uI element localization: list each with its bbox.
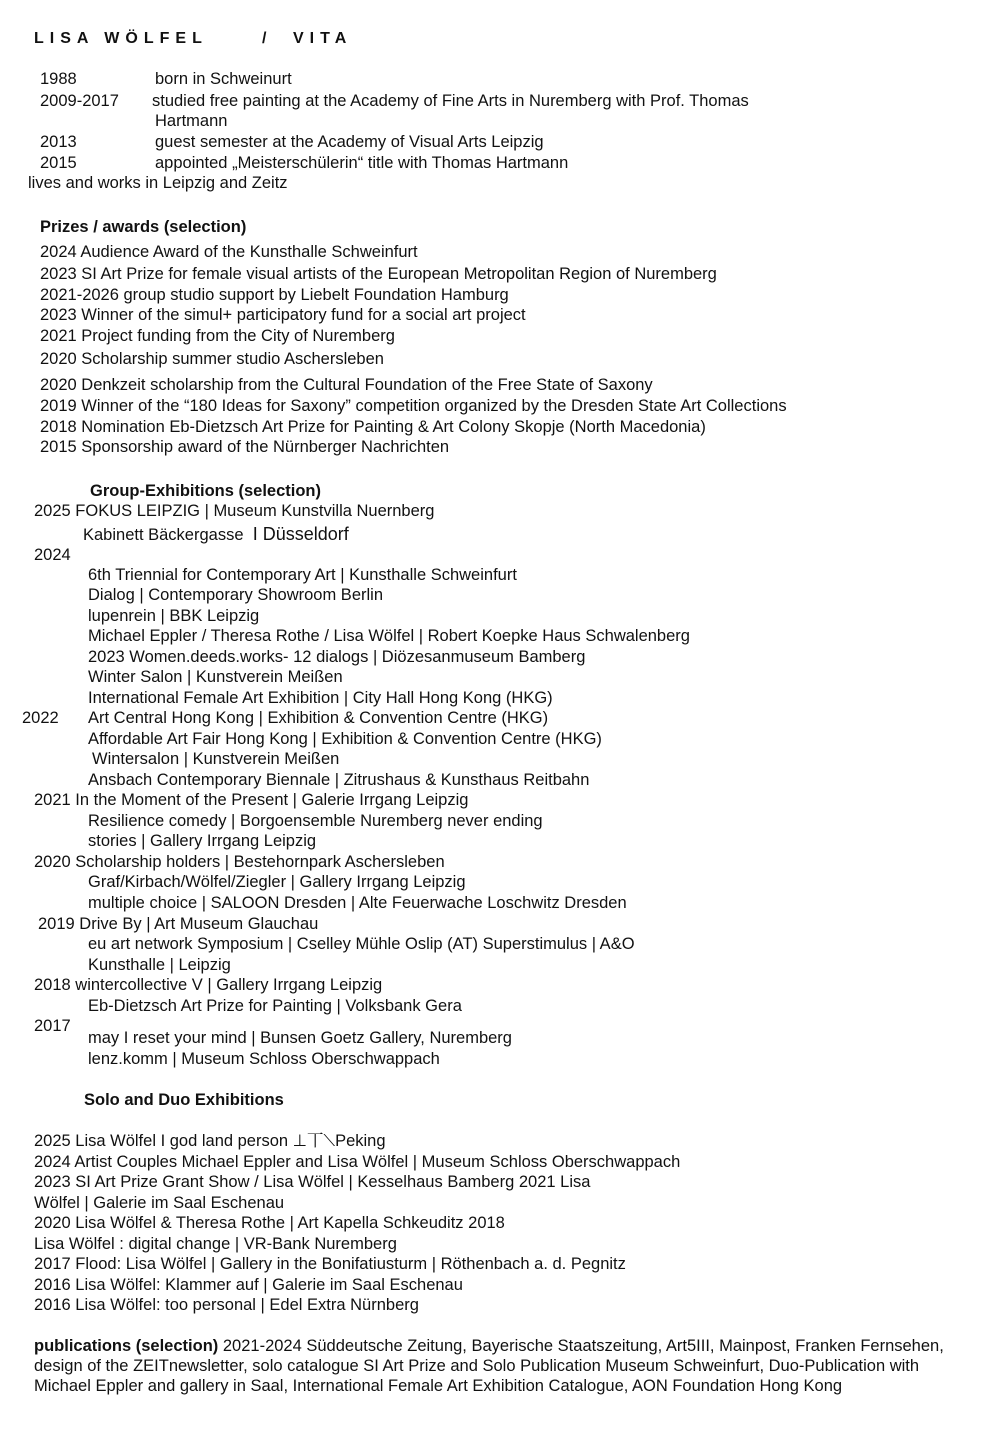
list-item: International Female Art Exhibition | City Hall Hong Kong (HKG): [88, 689, 553, 707]
list-item: 2020 Scholarship holders | Bestehornpark Aschersleben: [34, 853, 445, 871]
bio-year: 2009-2017: [40, 92, 119, 110]
list-item: Eb-Dietzsch Art Prize for Painting | Volksbank Gera: [88, 997, 462, 1015]
list-item: 2020 Denkzeit scholarship from the Cultural Foundation of the Free State of Saxony: [40, 376, 653, 394]
list-item: 2018 wintercollective V | Gallery Irrgang Leipzig: [34, 976, 383, 994]
list-item: 2023 Winner of the simul+ participatory fund for a social art project: [40, 306, 526, 324]
list-item: Michael Eppler / Theresa Rothe / Lisa Wölfel | Robert Koepke Haus Schwalenberg: [88, 627, 690, 645]
bio-text: appointed „Meisterschülerin“ title with Thomas Hartmann: [155, 154, 569, 172]
publications-heading: publications (selection): [34, 1337, 219, 1355]
list-item: multiple choice | SALOON Dresden | Alte Feuerwache Loschwitz Dresden: [88, 894, 627, 912]
bio-text: studied free painting at the Academy of Fine Arts in Nuremberg with Prof. Thomas: [152, 92, 749, 110]
list-item: 2021 In the Moment of the Present | Galerie Irrgang Leipzig: [34, 791, 469, 809]
solo-heading: Solo and Duo Exhibitions: [84, 1091, 284, 1109]
list-item: 2025 Lisa Wölfel I god land person ⊥丅⟍Peking: [34, 1132, 386, 1150]
bio-text: Hartmann: [155, 112, 228, 130]
title-separator: /: [262, 30, 273, 47]
list-item: 2016 Lisa Wölfel: Klammer auf | Galerie im Saal Eschenau: [34, 1276, 463, 1294]
year-label: 2017: [34, 1017, 71, 1035]
year-label: 2022: [22, 709, 59, 727]
list-item: 2021-2026 group studio support by Liebelt Foundation Hamburg: [40, 286, 509, 304]
prizes-heading: Prizes / awards (selection): [40, 218, 247, 236]
list-item: 2023 SI Art Prize Grant Show / Lisa Wölfel | Kesselhaus Bamberg 2021 Lisa: [34, 1173, 591, 1191]
list-item: 2015 Sponsorship award of the Nürnberger Nachrichten: [40, 438, 450, 456]
list-item: 2020 Lisa Wölfel & Theresa Rothe | Art Kapella Schkeuditz 2018: [34, 1214, 505, 1232]
venue-city: I Düsseldorf: [252, 524, 349, 544]
list-item: Kunsthalle | Leipzig: [88, 956, 231, 974]
bio-year: 2013: [40, 133, 77, 151]
list-item: 2016 Lisa Wölfel: too personal | Edel Extra Nürnberg: [34, 1296, 419, 1314]
list-item: 2024 Audience Award of the Kunsthalle Schweinfurt: [40, 243, 418, 261]
page-title: LISA WÖLFEL: [34, 30, 208, 47]
list-item: 2018 Nomination Eb-Dietzsch Art Prize for Painting & Art Colony Skopje (North Macedonia): [40, 418, 706, 436]
bio-lives: lives and works in Leipzig and Zeitz: [28, 174, 288, 192]
list-item: 2021 Project funding from the City of Nuremberg: [40, 327, 395, 345]
list-item: stories | Gallery Irrgang Leipzig: [88, 832, 317, 850]
group-heading: Group-Exhibitions (selection): [90, 482, 322, 500]
list-item: eu art network Symposium | Cselley Mühle Oslip (AT) Superstimulus | A&O: [88, 935, 635, 953]
list-item: may I reset your mind | Bunsen Goetz Gallery, Nuremberg: [88, 1029, 512, 1047]
list-item: lupenrein | BBK Leipzig: [88, 607, 260, 625]
list-item: 2019 Drive By | Art Museum Glauchau: [38, 915, 319, 933]
list-item: Winter Salon | Kunstverein Meißen: [88, 668, 343, 686]
year-label: 2024: [34, 546, 71, 564]
list-item: Lisa Wölfel : digital change | VR-Bank Nuremberg: [34, 1235, 397, 1253]
bio-year: 2015: [40, 154, 77, 172]
list-item: 2023 Women.deeds.works- 12 dialogs | Diözesanmuseum Bamberg: [88, 648, 586, 666]
list-item: 2017 Flood: Lisa Wölfel | Gallery in the Bonifatiusturm | Röthenbach a. d. Pegnitz: [34, 1255, 626, 1273]
bio-text: born in Schweinurt: [155, 70, 292, 88]
list-item: Ansbach Contemporary Biennale | Zitrushaus & Kunsthaus Reitbahn: [88, 771, 590, 789]
list-item: 2020 Scholarship summer studio Aschersleben: [40, 350, 384, 368]
list-item: 2024 Artist Couples Michael Eppler and Lisa Wölfel | Museum Schloss Oberschwappach: [34, 1153, 681, 1171]
publications-text: 2021-2024 Süddeutsche Zeitung, Bayerische Staatszeitung, Art5III, Mainpost, Franken Fernsehen, design of the ZEITnewsletter, solo catalogue SI Art Prize and Solo Publication Museum Schweinfurt, Duo-Publication with Michael Eppler and gallery in Saal, International Female Art Exhibition Catalogue, AON Foundation Hong Kong: [34, 1337, 944, 1395]
list-item: 2025 FOKUS LEIPZIG | Museum Kunstvilla Nuernberg: [34, 502, 435, 520]
bio-year: 1988: [40, 70, 77, 88]
list-item: Graf/Kirbach/Wölfel/Ziegler | Gallery Irrgang Leipzig: [88, 873, 466, 891]
publications-paragraph: [34, 1336, 969, 1396]
bio-text: guest semester at the Academy of Visual Arts Leipzig: [155, 133, 544, 151]
list-item: 2023 SI Art Prize for female visual artists of the European Metropolitan Region of Nuremberg: [40, 265, 717, 283]
title-vita: VITA: [293, 30, 353, 47]
list-item: 2019 Winner of the “180 Ideas for Saxony” competition organized by the Dresden State Art Collections: [40, 397, 787, 415]
list-item: Dialog | Contemporary Showroom Berlin: [88, 586, 383, 604]
list-item: Wölfel | Galerie im Saal Eschenau: [34, 1194, 285, 1212]
list-item: Art Central Hong Kong | Exhibition & Convention Centre (HKG): [88, 709, 549, 727]
list-item: lenz.komm | Museum Schloss Oberschwappach: [88, 1050, 440, 1068]
list-item: [83, 524, 349, 545]
list-item: 6th Triennial for Contemporary Art | Kunsthalle Schweinfurt: [88, 566, 517, 584]
venue-name: Kabinett Bäckergasse: [83, 526, 253, 544]
list-item: Affordable Art Fair Hong Kong | Exhibition & Convention Centre (HKG): [88, 730, 602, 748]
list-item: Resilience comedy | Borgoensemble Nuremberg never ending: [88, 812, 543, 830]
list-item: Wintersalon | Kunstverein Meißen: [92, 750, 340, 768]
